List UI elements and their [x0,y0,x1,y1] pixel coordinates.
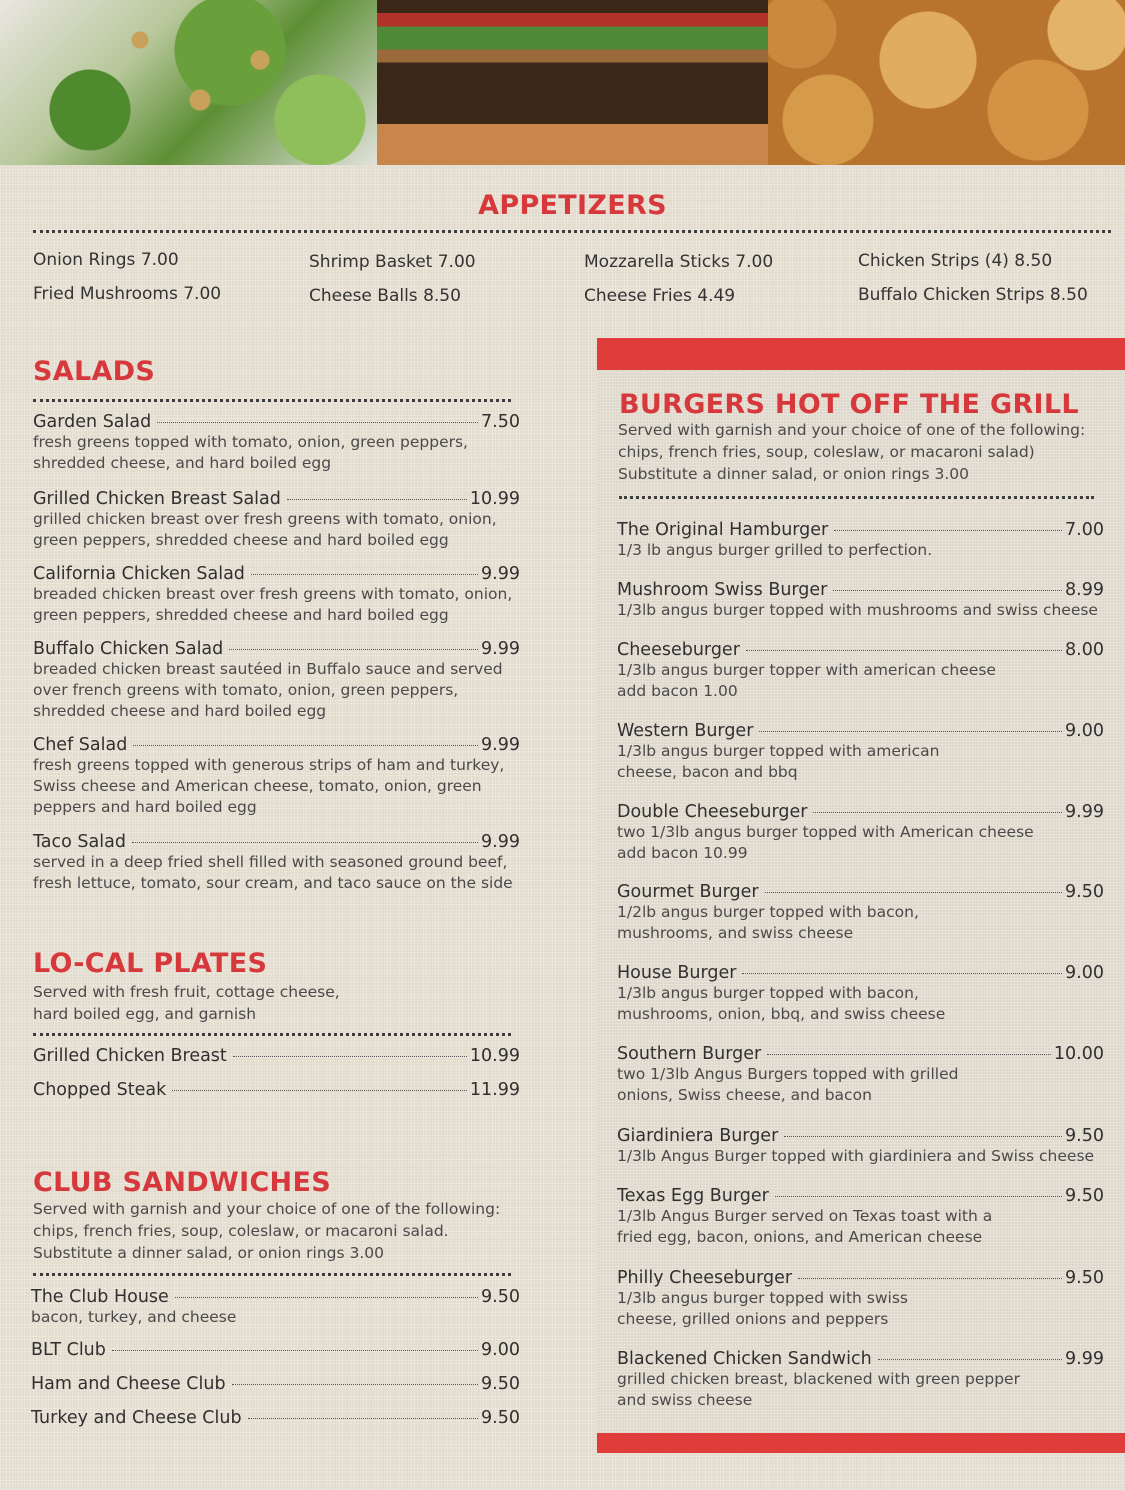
salads-divider [33,399,511,402]
item-name: Grilled Chicken Breast [33,1046,227,1066]
item-name: Blackened Chicken Sandwich [617,1349,872,1369]
item-description: fried egg, bacon, onions, and American cheese [617,1228,983,1246]
menu-item [617,580,1104,621]
appetizers-divider [33,230,1111,233]
item-name: BLT Club [31,1340,106,1360]
lo-cal-note [33,981,340,1025]
item-description: green peppers, shredded cheese and hard boiled egg [33,531,449,549]
menu-item [617,963,1104,1025]
note-line: Served with fresh fruit, cottage cheese, [33,983,340,1001]
item-name: California Chicken Salad [33,564,245,584]
item-name: Double Cheeseburger [617,802,808,822]
item-description: Swiss cheese and American cheese, tomato, onion, green [33,777,482,795]
menu-item [33,1080,520,1100]
appetizer-item: Shrimp Basket 7.00 [309,252,476,272]
item-name: The Club House [31,1287,169,1307]
item-price: 9.50 [1065,1126,1104,1146]
note-line: hard boiled egg, and garnish [33,1005,257,1023]
item-description: and swiss cheese [617,1391,753,1409]
item-description: fresh greens topped with tomato, onion, green peppers, [33,433,468,451]
item-description: 1/3lb angus burger topped with swiss [617,1289,909,1307]
lo-cal-heading: LO-CAL PLATES [33,948,268,979]
note-line: Served with garnish and your choice of one of the following: [33,1200,501,1218]
note-line: chips, french fries, soup, coleslaw, or macaroni salad. [33,1222,449,1240]
item-description: green peppers, shredded cheese and hard boiled egg [33,606,449,624]
menu-item [33,489,520,551]
item-price: 9.00 [1065,721,1104,741]
menu-item [33,1046,520,1066]
item-description: peppers and hard boiled egg [33,798,257,816]
item-name: Chef Salad [33,735,128,755]
item-price: 9.00 [481,1340,520,1360]
burgers-heading: BURGERS HOT OFF THE GRILL [619,389,1079,420]
item-description: two 1/3lb angus burger topped with American cheese [617,823,1034,841]
panel-bottom-bar [597,1433,1125,1453]
appetizer-item: Cheese Balls 8.50 [309,286,461,306]
item-price: 9.50 [1065,1268,1104,1288]
item-description: bacon, turkey, and cheese [31,1308,237,1326]
item-name: Cheeseburger [617,640,740,660]
note-line: chips, french fries, soup, coleslaw, or macaroni salad) [618,443,1035,461]
item-description: served in a deep fried shell filled with seasoned ground beef, [33,853,508,871]
item-description: breaded chicken breast over fresh greens with tomato, onion, [33,585,513,603]
item-name: Garden Salad [33,412,152,432]
club-note [33,1198,500,1264]
item-name: Ham and Cheese Club [31,1374,226,1394]
item-description: shredded cheese, and hard boiled egg [33,454,332,472]
header-photos [0,0,1125,165]
item-description: 1/2lb angus burger topped with bacon, [617,903,919,921]
item-description: add bacon 1.00 [617,682,738,700]
item-description: 1/3lb angus burger topped with bacon, [617,984,919,1002]
item-description: 1/3lb angus burger topped with american [617,742,940,760]
menu-item [617,1126,1104,1167]
item-description: mushrooms, onion, bbq, and swiss cheese [617,1005,946,1023]
menu-item [617,1044,1104,1106]
caesar-salad-photo [0,0,377,165]
item-price: 10.99 [469,1046,520,1066]
item-price: 9.50 [1065,1186,1104,1206]
item-description: onions, Swiss cheese, and bacon [617,1086,872,1104]
hamburger-photo [377,0,768,165]
menu-item [33,412,520,474]
menu-item [617,1349,1104,1411]
item-price: 10.00 [1053,1044,1104,1064]
burgers-note [618,419,1085,485]
cheese-balls-photo [768,0,1125,165]
menu-item [617,640,1104,702]
burgers-divider [619,496,1094,499]
appetizer-item: Mozzarella Sticks 7.00 [584,252,774,272]
note-line: Served with garnish and your choice of one of the following: [618,421,1086,439]
item-price: 7.00 [1065,520,1104,540]
menu-item [617,520,1104,561]
item-price: 9.99 [481,639,520,659]
menu-item [31,1340,520,1360]
item-description: 1/3lb Angus Burger served on Texas toast with a [617,1207,993,1225]
item-name: Texas Egg Burger [617,1186,769,1206]
appetizer-item: Cheese Fries 4.49 [584,286,736,306]
menu-item [31,1287,520,1328]
menu-item [617,1268,1104,1330]
item-name: Chopped Steak [33,1080,167,1100]
menu-item [617,1186,1104,1248]
item-description: shredded cheese and hard boiled egg [33,702,327,720]
item-name: Southern Burger [617,1044,762,1064]
club-divider [33,1273,511,1276]
item-name: Giardiniera Burger [617,1126,779,1146]
item-description: grilled chicken breast over fresh greens with tomato, onion, [33,510,497,528]
item-name: Gourmet Burger [617,882,759,902]
item-name: Philly Cheeseburger [617,1268,793,1288]
item-price: 10.99 [469,489,520,509]
item-price: 9.50 [481,1408,520,1428]
item-description: mushrooms, and swiss cheese [617,924,854,942]
item-price: 9.99 [1065,802,1104,822]
note-line: Substitute a dinner salad, or onion rings 3.00 [33,1244,385,1262]
note-line: Substitute a dinner salad, or onion rings 3.00 [618,465,970,483]
salads-heading: SALADS [33,356,156,387]
item-description: 1/3lb angus burger topped with mushrooms and swiss cheese [617,601,1098,619]
item-description: cheese, bacon and bbq [617,763,798,781]
item-price: 9.50 [481,1287,520,1307]
appetizer-item: Fried Mushrooms 7.00 [33,284,222,304]
item-price: 9.99 [481,832,520,852]
item-description: fresh greens topped with generous strips of ham and turkey, [33,756,505,774]
club-sandwiches-heading: CLUB SANDWICHES [33,1167,331,1198]
item-name: Turkey and Cheese Club [31,1408,242,1428]
lo-cal-divider [33,1033,511,1036]
menu-item [617,721,1104,783]
item-name: House Burger [617,963,737,983]
appetizers-heading: APPETIZERS [478,190,667,221]
item-price: 11.99 [469,1080,520,1100]
panel-top-bar [597,338,1125,370]
item-description: two 1/3lb Angus Burgers topped with grilled [617,1065,959,1083]
item-description: 1/3lb Angus Burger topped with giardiniera and Swiss cheese [617,1147,1095,1165]
item-description: grilled chicken breast, blackened with green pepper [617,1370,1020,1388]
item-price: 9.99 [481,564,520,584]
menu-item [33,735,520,818]
item-price: 7.50 [481,412,520,432]
item-price: 9.50 [481,1374,520,1394]
item-price: 9.50 [1065,882,1104,902]
menu-item [33,832,520,894]
appetizer-item: Buffalo Chicken Strips 8.50 [858,285,1088,305]
item-name: Buffalo Chicken Salad [33,639,224,659]
menu-item [617,882,1104,944]
item-price: 9.99 [1065,1349,1104,1369]
appetizer-item: Chicken Strips (4) 8.50 [858,251,1053,271]
item-description: 1/3 lb angus burger grilled to perfection. [617,541,933,559]
item-description: over french greens with tomato, onion, green peppers, [33,681,459,699]
appetizer-item: Onion Rings 7.00 [33,250,179,270]
item-description: fresh lettuce, tomato, sour cream, and taco sauce on the side [33,874,513,892]
item-price: 8.00 [1065,640,1104,660]
menu-item [31,1408,520,1428]
item-name: The Original Hamburger [617,520,829,540]
menu-item [33,639,520,722]
item-name: Grilled Chicken Breast Salad [33,489,281,509]
item-description: cheese, grilled onions and peppers [617,1310,889,1328]
item-price: 9.99 [481,735,520,755]
item-description: breaded chicken breast sautéed in Buffalo sauce and served [33,660,503,678]
item-name: Taco Salad [33,832,126,852]
item-price: 9.00 [1065,963,1104,983]
item-description: add bacon 10.99 [617,844,748,862]
item-price: 8.99 [1065,580,1104,600]
item-name: Western Burger [617,721,754,741]
menu-item [31,1374,520,1394]
item-description: 1/3lb angus burger topper with american cheese [617,661,996,679]
menu-item [33,564,520,626]
menu-item [617,802,1104,864]
item-name: Mushroom Swiss Burger [617,580,828,600]
